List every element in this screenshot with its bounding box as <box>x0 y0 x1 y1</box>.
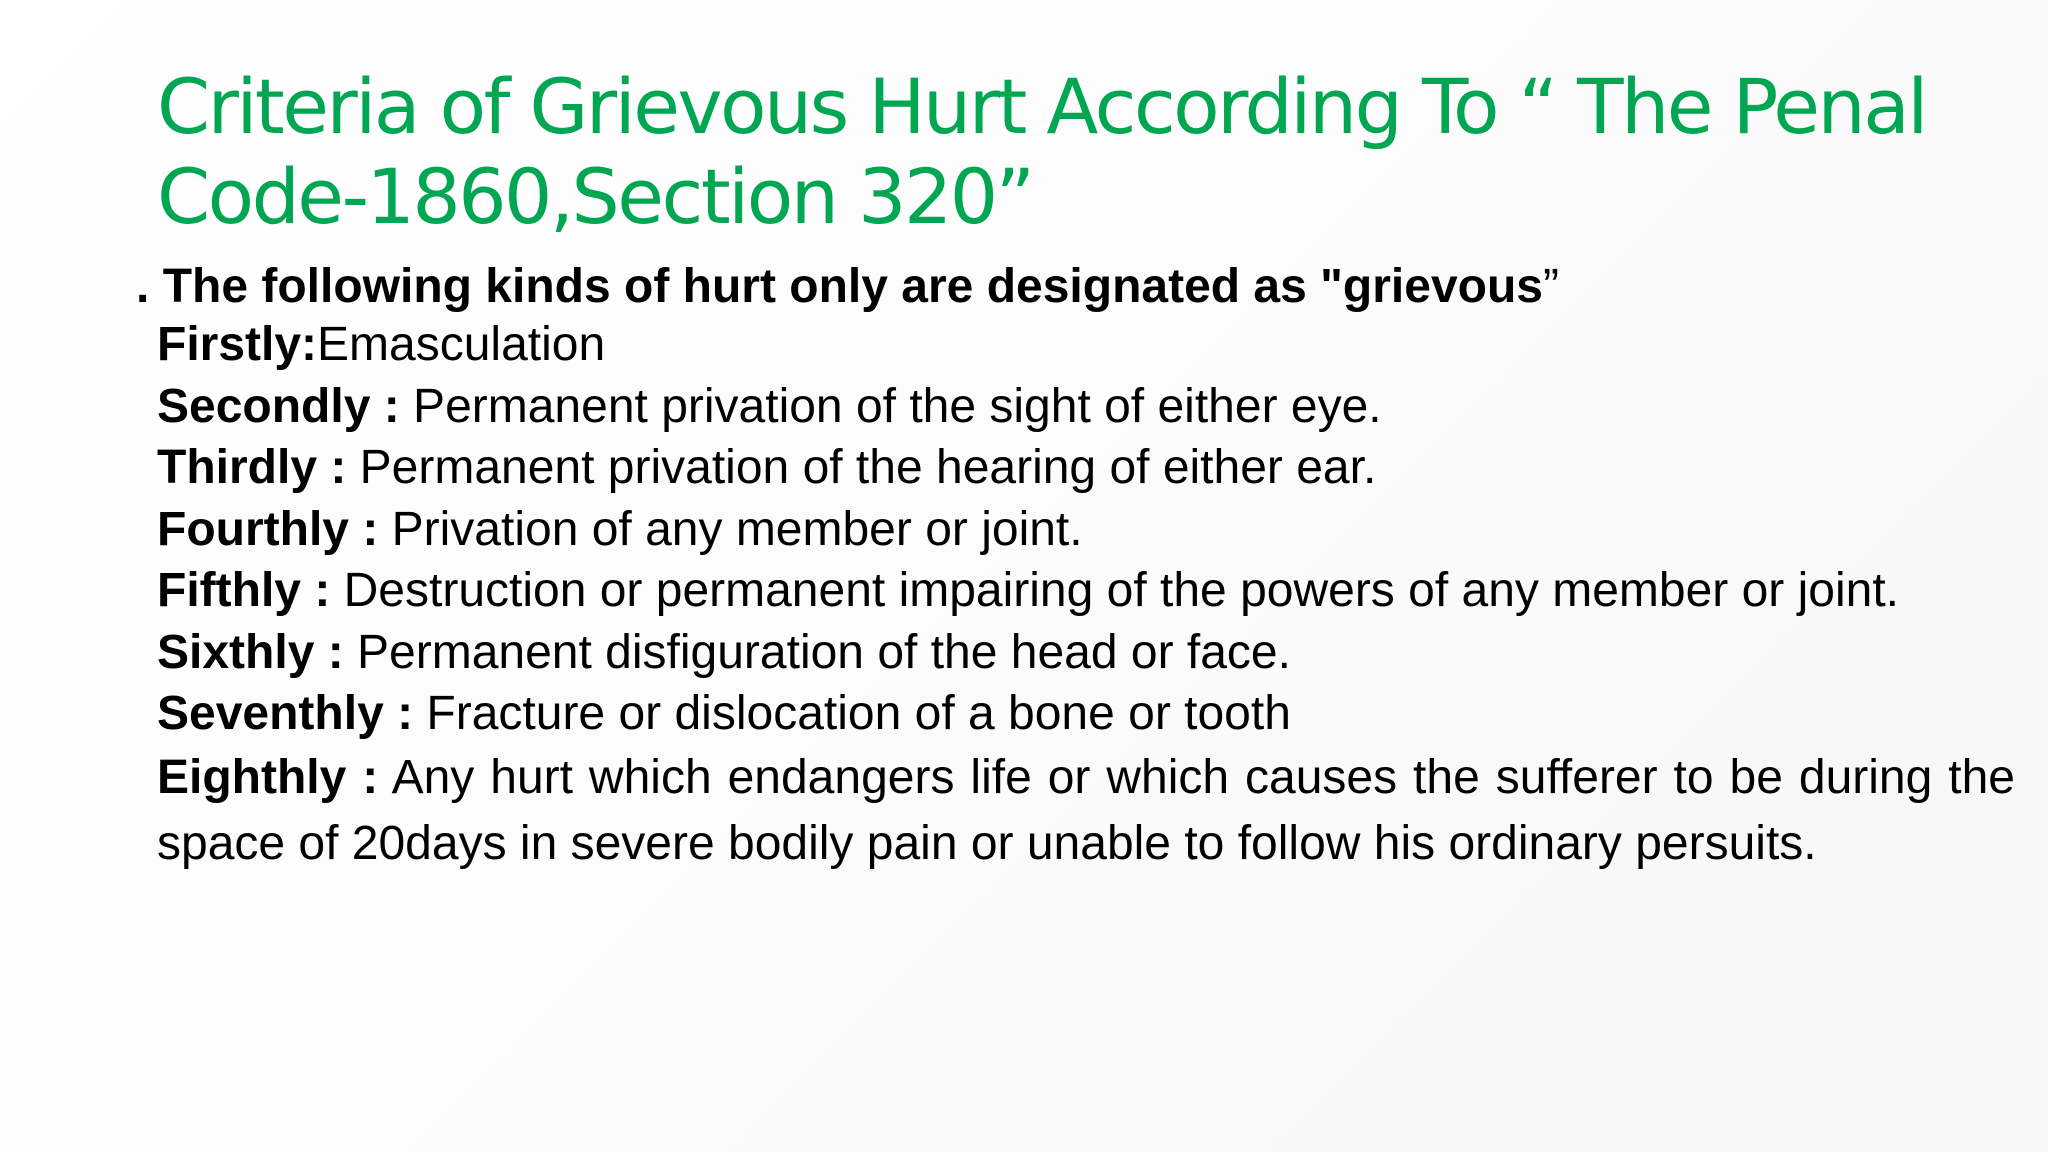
list-item-thirdly <box>157 437 2015 499</box>
item-term: Firstly: <box>157 318 318 371</box>
item-term: Secondly : <box>157 379 400 433</box>
list-item-fourthly <box>157 499 2015 561</box>
item-term: Thirdly : <box>157 441 347 494</box>
lead-bullet: . <box>136 260 150 313</box>
list-item-sixthly <box>157 622 2015 684</box>
list-item-firstly <box>157 314 2015 376</box>
list-item-seventhly <box>157 683 2015 745</box>
item-term: Fourthly : <box>157 502 379 556</box>
item-term: Seventhly : <box>157 687 414 740</box>
slide-title-line-1: Criteria of Grievous Hurt According To “ The Penal <box>157 62 1926 151</box>
item-term: Eighthly : <box>157 750 379 804</box>
lead-text: The following kinds of hurt only are designated as "grievous <box>162 260 1543 313</box>
list-item-eighthly <box>157 745 2015 877</box>
grievous-hurt-list <box>157 314 2015 877</box>
item-description: Emasculation <box>317 318 606 371</box>
lead-close-quote: ” <box>1542 260 1559 313</box>
item-description: Privation of any member or joint. <box>378 502 1083 556</box>
item-description: Permanent disfiguration of the head or face. <box>343 625 1291 679</box>
item-term: Sixthly : <box>157 625 344 679</box>
item-description: Permanent privation of the sight of either eye. <box>399 379 1382 433</box>
item-description: Fracture or dislocation of a bone or tooth <box>413 687 1291 740</box>
lead-statement <box>136 258 1559 316</box>
item-term: Fifthly : <box>157 564 331 617</box>
list-item-secondly <box>157 376 2015 438</box>
item-description: Permanent privation of the hearing of either ear. <box>346 441 1377 494</box>
slide-title <box>157 62 1977 242</box>
item-description: Destruction or permanent impairing of the powers of any member or joint. <box>330 564 1900 617</box>
list-item-fifthly <box>157 560 2015 622</box>
item-description: Any hurt which endangers life or which causes the sufferer to be during the space of 20days in severe bodily pain or unable to follow his ordinary persuits. <box>157 750 2015 870</box>
slide-title-line-2: Code-1860,Section 320” <box>157 152 1033 241</box>
